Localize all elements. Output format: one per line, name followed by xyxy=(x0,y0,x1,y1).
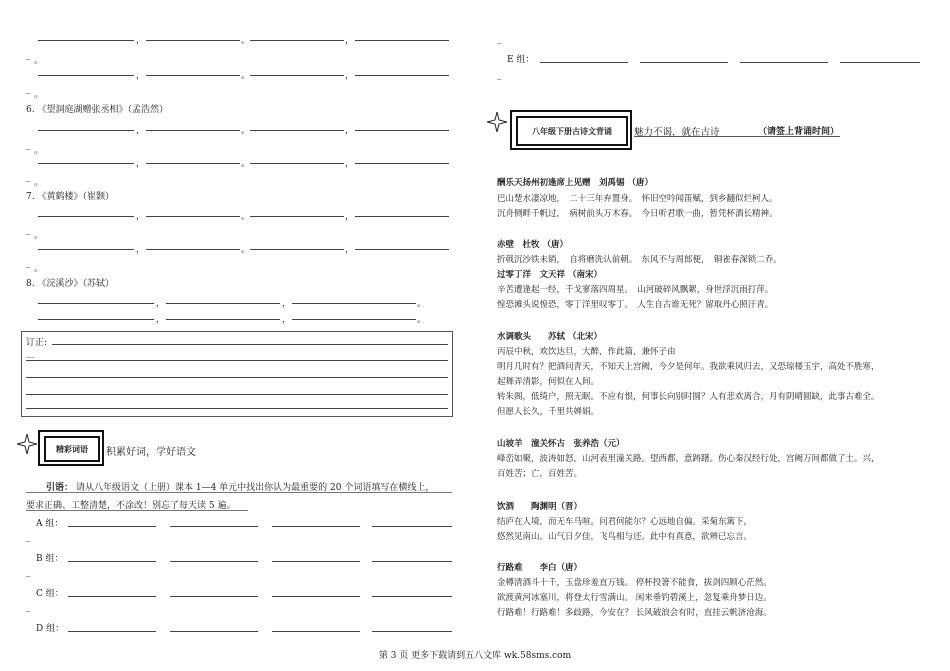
answer-line[interactable] xyxy=(146,75,240,76)
section-badge xyxy=(38,430,104,466)
punct: 。 xyxy=(34,231,44,241)
poem-line: 转朱阁，低绮户，照无眠。不应有恨，何事长向别时圆？人有悲欢离合，月有阴晴圆缺，此事古难全。 xyxy=(497,392,880,402)
word-line[interactable] xyxy=(740,62,828,63)
recite-time-hint: （请签上背诵时间） xyxy=(758,127,840,137)
dash: _ xyxy=(26,258,31,268)
word-line[interactable] xyxy=(840,62,920,63)
poem-line: 百姓苦；亡，百姓苦。 xyxy=(497,469,583,479)
intro-line-1: 请从八年级语文（上册）课本 1—4 单元中找出你认为最重要的 20 个词语填写在横线上， xyxy=(76,483,435,493)
intro-underline xyxy=(26,510,248,511)
answer-line[interactable] xyxy=(38,216,134,217)
punct: ， xyxy=(156,299,166,309)
punct: 。 xyxy=(241,212,251,222)
word-line[interactable] xyxy=(272,596,360,597)
group-b-label: B 组： xyxy=(36,554,64,564)
answer-line[interactable] xyxy=(38,130,134,131)
answer-line[interactable] xyxy=(292,319,416,320)
poem-title: 山坡羊 潼关怀古 张养浩（元） xyxy=(497,439,625,449)
badge-label: 精彩词语 xyxy=(44,436,100,462)
punct: ， xyxy=(345,245,355,255)
punct: 。 xyxy=(417,299,427,309)
word-line[interactable] xyxy=(372,561,452,562)
slogan-underline xyxy=(634,136,840,137)
poem-line: 金樽清酒斗十千，玉盘珍羞直万钱。 停杯投箸不能食，拔剑四顾心茫然。 xyxy=(497,578,772,588)
answer-line[interactable] xyxy=(355,75,449,76)
poem-line: 结庐在人境，而无车马喧。问君何能尔？心远地自偏。采菊东篱下， xyxy=(497,517,753,527)
punct: ， xyxy=(282,299,292,309)
poem-line: 巴山楚水凄凉地， 二十三年弃置身。 怀旧空吟闻笛赋，到乡翻似烂柯人。 xyxy=(497,194,778,204)
answer-line[interactable] xyxy=(166,303,280,304)
dash: _ xyxy=(26,567,31,577)
word-line[interactable] xyxy=(640,62,728,63)
poem-line: 辛苦遭逢起一经，千戈寥落四周星。 山河破碎风飘絮，身世浮沉雨打萍。 xyxy=(497,285,774,295)
punct: ， xyxy=(136,71,146,81)
answer-line[interactable] xyxy=(146,40,240,41)
word-line[interactable] xyxy=(170,631,258,632)
group-d-label: D 组： xyxy=(36,624,65,634)
word-line[interactable] xyxy=(372,596,452,597)
punct: 。 xyxy=(241,71,251,81)
answer-line[interactable] xyxy=(146,249,240,250)
poem-line: 但愿人长久，千里共婵娟。 xyxy=(497,407,600,417)
poem-line: 峰峦如聚，波涛如怒，山河表里潼关路。望西都，意踌躇。伤心秦汉经行处，宫阙万间都做了土。兴， xyxy=(497,454,880,464)
punct: ， xyxy=(136,212,146,222)
punct: 。 xyxy=(417,315,427,325)
group-a-label: A 组： xyxy=(36,519,64,529)
answer-line[interactable] xyxy=(250,216,344,217)
answer-line[interactable] xyxy=(38,303,154,304)
word-line[interactable] xyxy=(372,526,452,527)
word-line[interactable] xyxy=(68,561,156,562)
intro-label: 引语： xyxy=(46,483,74,493)
dash: _ xyxy=(26,172,31,182)
answer-line[interactable] xyxy=(38,319,154,320)
poem-line: 沉舟侧畔千帆过， 病树前头万木春。 今日听君歌一曲，暂凭杯酒长精神。 xyxy=(497,209,778,219)
answer-line[interactable] xyxy=(38,40,134,41)
answer-line[interactable] xyxy=(355,216,449,217)
punct: 。 xyxy=(241,245,251,255)
word-line[interactable] xyxy=(68,596,156,597)
punct: ， xyxy=(136,36,146,46)
word-line[interactable] xyxy=(372,631,452,632)
word-line[interactable] xyxy=(68,631,156,632)
page-footer: 第 3 页 更多下载请到五八文库 wk.58sms.com xyxy=(378,651,572,661)
poem-title: 过零丁洋 文天祥 （南宋） xyxy=(497,270,602,280)
punct: ， xyxy=(282,315,292,325)
punct: 。 xyxy=(241,36,251,46)
badge-label: 八年级下册古诗文背诵 xyxy=(516,116,628,146)
punct: ， xyxy=(136,126,146,136)
punct: 。 xyxy=(34,178,44,188)
correction-box xyxy=(21,331,453,417)
answer-line[interactable] xyxy=(292,303,416,304)
word-line[interactable] xyxy=(540,62,628,63)
correction-line[interactable] xyxy=(26,360,448,361)
dash: _ xyxy=(26,602,31,612)
answer-line[interactable] xyxy=(355,249,449,250)
sparkle-icon xyxy=(487,112,507,132)
item-7-title: 7. 《黄鹤楼》（崔颢） xyxy=(26,192,114,202)
punct: 。 xyxy=(34,146,44,156)
punct: ， xyxy=(136,245,146,255)
answer-line[interactable] xyxy=(355,40,449,41)
correction-line[interactable] xyxy=(26,394,448,395)
answer-line[interactable] xyxy=(250,130,344,131)
poem-line: 悠然见南山。山气日夕佳，飞鸟相与还。此中有真意，欲辨已忘言。 xyxy=(497,532,753,542)
punct: ， xyxy=(345,126,355,136)
punct: ， xyxy=(345,36,355,46)
answer-line[interactable] xyxy=(355,163,449,164)
word-line[interactable] xyxy=(272,526,360,527)
answer-line[interactable] xyxy=(38,163,134,164)
poem-line: 惶恐滩头说惶恐，零丁洋里叹零丁。 人生自古谁无死？留取丹心照汗青。 xyxy=(497,300,774,310)
section-slogan: 积累好词，学好语文 xyxy=(106,447,196,458)
group-e-label: E 组： xyxy=(507,55,535,65)
answer-line[interactable] xyxy=(355,130,449,131)
answer-line[interactable] xyxy=(250,249,344,250)
punct: ， xyxy=(156,315,166,325)
poem-line: 明月几时有？把酒问青天，不知天上宫阙，今夕是何年。我欲乘风归去，又恐琼楼玉宇，高处不胜寒， xyxy=(497,362,880,372)
answer-line[interactable] xyxy=(38,249,134,250)
item-8-title: 8. 《浣溪沙》（苏轼） xyxy=(26,279,114,289)
punct: 。 xyxy=(34,56,44,66)
correction-line[interactable] xyxy=(26,377,448,378)
punct: ， xyxy=(345,212,355,222)
dash: — xyxy=(26,353,35,363)
poem-title: 饮酒 陶渊明（晋） xyxy=(497,502,583,512)
poem-line: 欲渡黄河冰塞川，将登太行雪满山。 闲来垂钓碧溪上，忽复乘舟梦日边。 xyxy=(497,593,772,603)
dash: _ xyxy=(497,34,502,44)
answer-line[interactable] xyxy=(38,75,134,76)
correction-line[interactable] xyxy=(26,408,448,409)
answer-line[interactable] xyxy=(146,130,240,131)
sparkle-icon xyxy=(17,434,37,454)
punct: ， xyxy=(345,159,355,169)
intro-line-2: 要求正确、工整清楚，不涂改！别忘了每天读 5 遍。 xyxy=(26,501,236,511)
intro-underline xyxy=(26,492,452,493)
word-line[interactable] xyxy=(170,596,258,597)
dash: _ xyxy=(497,70,502,80)
answer-line[interactable] xyxy=(250,75,344,76)
word-line[interactable] xyxy=(68,526,156,527)
poem-title: 酬乐天扬州初逢席上见赠 刘禹锡 （唐） xyxy=(497,178,653,188)
word-line[interactable] xyxy=(272,561,360,562)
dash: _ xyxy=(26,50,31,60)
dash: _ xyxy=(26,532,31,542)
answer-line[interactable] xyxy=(146,163,240,164)
punct: 。 xyxy=(34,90,44,100)
punct: 。 xyxy=(241,126,251,136)
correction-label: 订正: xyxy=(26,338,48,348)
word-line[interactable] xyxy=(272,631,360,632)
punct: ， xyxy=(136,159,146,169)
answer-line[interactable] xyxy=(166,319,280,320)
dash: _ xyxy=(26,140,31,150)
poem-line: 丙辰中秋，欢饮达旦，大醉，作此篇，兼怀子由 xyxy=(497,347,676,357)
item-6-title: 6. 《望洞庭湖赠张丞相》（孟浩然） xyxy=(26,105,168,115)
word-line[interactable] xyxy=(170,526,258,527)
poem-line: 行路难！行路难！多歧路，今安在？ 长风破浪会有时，直挂云帆济沧海。 xyxy=(497,608,772,618)
section-slogan: 魅力不谒，就在古诗 xyxy=(634,127,720,138)
poem-title: 行路难 李白（唐） xyxy=(497,563,583,573)
answer-line[interactable] xyxy=(250,163,344,164)
group-c-label: C 组： xyxy=(36,589,64,599)
punct: ， xyxy=(345,71,355,81)
correction-line[interactable] xyxy=(52,344,448,345)
poem-title: 水调歌头 苏轼 （北宋） xyxy=(497,332,602,342)
dash: _ xyxy=(26,225,31,235)
poem-title: 赤壁 杜牧 （唐） xyxy=(497,240,568,250)
dash: _ xyxy=(26,84,31,94)
punct: 。 xyxy=(34,264,44,274)
answer-line[interactable] xyxy=(250,40,344,41)
poem-line: 起舞弄清影，何似在人间。 xyxy=(497,377,600,387)
punct: 。 xyxy=(241,159,251,169)
poem-line: 折戟沉沙铁未销， 自将磨洗认前朝。 东风不与周郎便， 铜雀春深锁二乔。 xyxy=(497,255,782,265)
section-badge xyxy=(510,110,632,150)
answer-line[interactable] xyxy=(146,216,240,217)
word-line[interactable] xyxy=(170,561,258,562)
